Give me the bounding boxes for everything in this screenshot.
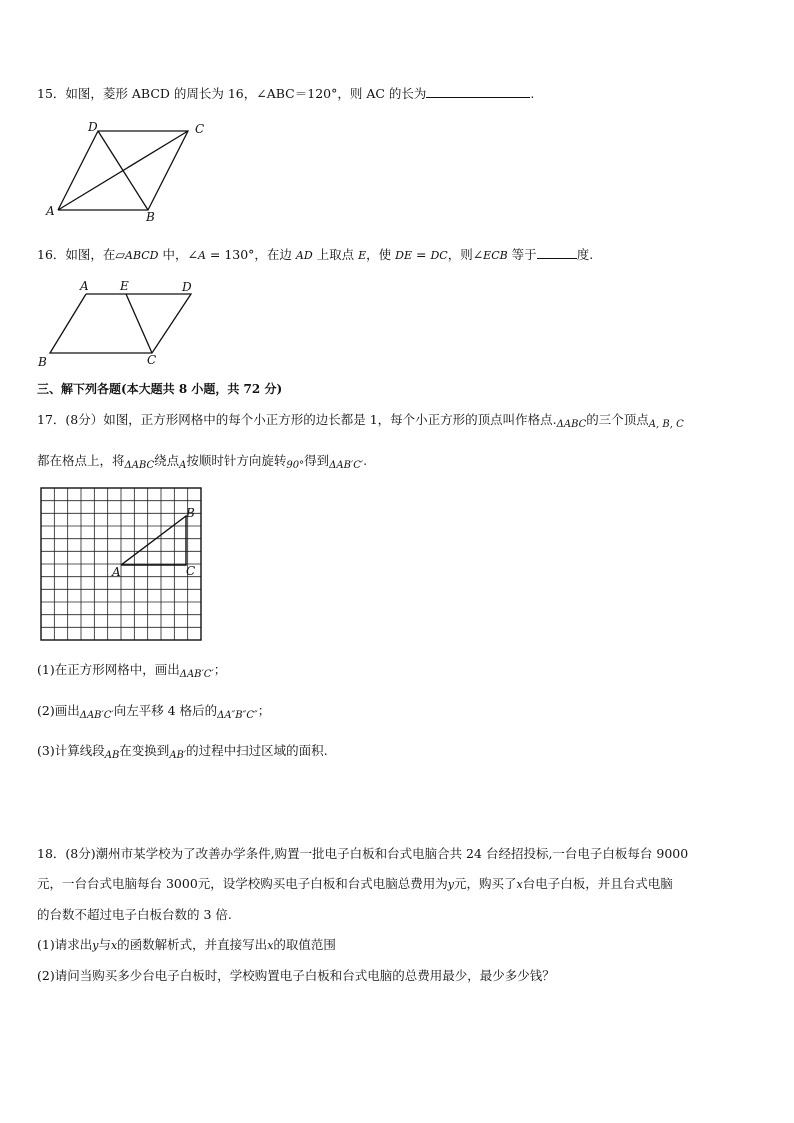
q17-grid-figure (40, 487, 205, 644)
q17-line1: 17．(8分）如图，正方形网格中的每个小正方形的边长都是 1，每个小正方形的顶点叫作格点$._{\Delta ABC}$的三个顶点$_{A, B, C}$ (37, 412, 684, 430)
q15-label-c: C (195, 122, 205, 136)
q18-line3: 的台数不超过电子白板台数的 3 倍. (37, 907, 232, 922)
q15-answer-blank[interactable] (426, 85, 530, 98)
section-heading: 三、解下列各题(本大题共 8 小题，共 72 分) (37, 382, 283, 396)
q17-part1: (1)在正方形网格中，画出$_{\Delta AB'C'}$； (37, 662, 227, 680)
q16-label-b: B (38, 355, 47, 369)
q16-label-e: E (120, 279, 129, 293)
q16-answer-blank[interactable] (537, 246, 577, 259)
q18-part1: (1)请求出y与x的函数解析式，并直接写出x的取值范围 (37, 937, 336, 952)
q15-label-d: D (88, 120, 98, 134)
grid-lines (41, 488, 201, 640)
q17-part3: (3)计算线段$_{AB}$在变换到$_{AB'}$的过程中扫过区域的面积. (37, 743, 328, 761)
q15-label-b: B (146, 210, 155, 224)
q16-label-d: D (182, 280, 192, 294)
q16-label-c: C (147, 353, 157, 367)
q17-label-c: C (186, 564, 196, 578)
q16-label-a: A (80, 279, 89, 293)
q18-part2: (2)请问当购买多少台电子白板时，学校购置电子白板和台式电脑的总费用最少，最少多少钱？ (37, 968, 555, 983)
q16-text: 16．如图，在▱ABCD 中，∠A = 130°，在边 AD 上取点 E，使 DE = DC，则∠ECB 等于 度. (37, 247, 594, 262)
q17-line2: 都在格点上，将$_{\Delta ABC}$绕点$_A$按顺时针方向旋转$_{90^\circ}$得到$_{\Delta AB'C'}$. (37, 453, 368, 471)
q16-parallelogram-figure (34, 277, 204, 369)
q17-label-b: B (186, 506, 195, 520)
q15-text: 15．如图，菱形 ABCD 的周长为 16，∠ABC＝120°，则 AC 的长为 . (37, 86, 535, 101)
q15-rhombus-figure (40, 115, 220, 225)
q15-label-a: A (46, 204, 55, 218)
q17-part2: (2)画出$_{\Delta AB'C'}$向左平移 4 格后的$_{\Delta A''B''C''}$； (37, 703, 271, 721)
q18-line1: 18．(8分)潮州市某学校为了改善办学条件,购置一批电子白板和台式电脑合共 24 台经招投标,一台电子白板每台 9000 (37, 846, 689, 861)
q18-line2: 元，一台台式电脑每台 3000元，设学校购买电子白板和台式电脑总费用为y元，购买了x台电子白板，并且台式电脑 (37, 876, 673, 891)
q17-label-a: A (112, 565, 121, 579)
